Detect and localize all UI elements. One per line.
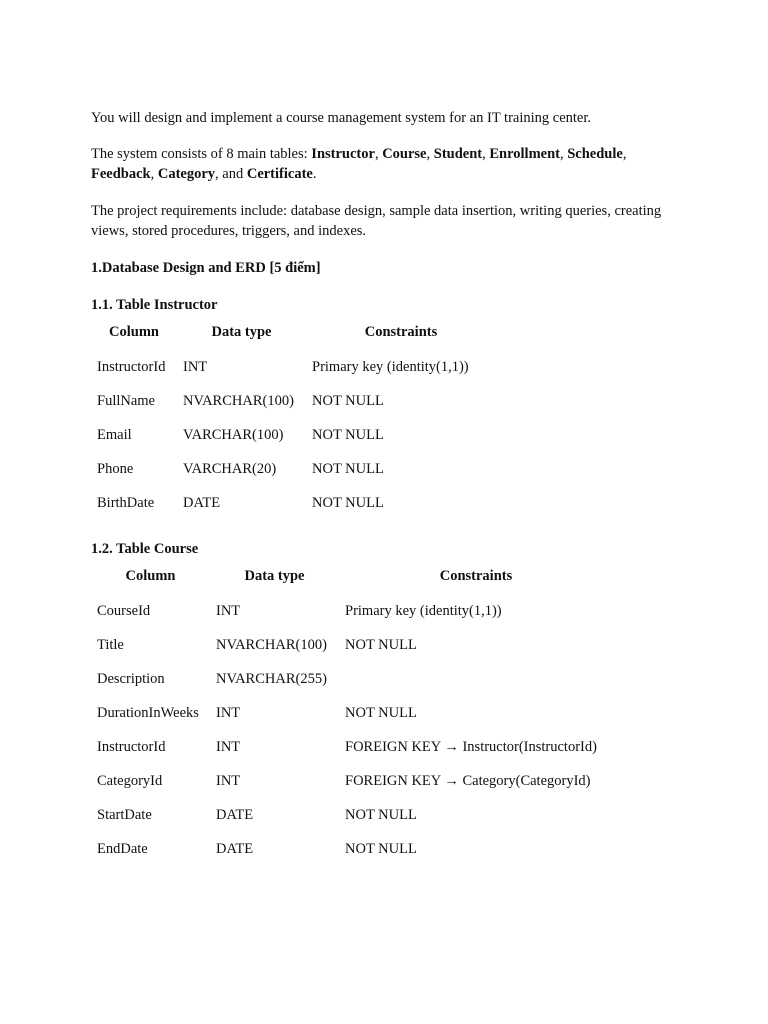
separator-and: , and: [215, 166, 247, 182]
intro-paragraph-3: The project requirements include: database design, sample data insertion, writing queries, creating views, stored procedures, triggers, and indexes.: [91, 203, 662, 239]
instructor-table: [91, 322, 496, 520]
cell-constraint: Primary key (identity(1,1)): [345, 603, 502, 619]
cell-column: Phone: [97, 461, 134, 477]
table-row: [91, 418, 496, 452]
cell-constraint: NOT NULL: [312, 461, 384, 477]
cell-constraint: NOT NULL: [345, 705, 417, 721]
table-row: [91, 730, 613, 764]
cell-column: EndDate: [97, 841, 148, 857]
cell-constraint: NOT NULL: [312, 393, 384, 409]
table-row: [91, 350, 496, 384]
cell-column: InstructorId: [97, 359, 166, 375]
period: .: [312, 166, 317, 182]
cell-datatype: INT: [216, 603, 241, 619]
column-header: Column: [125, 568, 176, 584]
intro-prefix: The system consists of 8 main tables:: [91, 146, 312, 162]
cell-column: Email: [97, 427, 132, 443]
cell-column: CourseId: [97, 603, 151, 619]
cell-datatype: VARCHAR(20): [183, 461, 277, 477]
table-name-schedule: Schedule: [567, 146, 623, 162]
cell-column: Description: [97, 671, 165, 687]
section-1-heading: 1.Database Design and ERD [5 điểm]: [91, 260, 321, 276]
cell-datatype: DATE: [216, 841, 254, 857]
intro-paragraph-1: You will design and implement a course management system for an IT training center.: [91, 110, 592, 126]
cell-column: BirthDate: [97, 495, 155, 511]
course-table-heading: 1.2. Table Course: [91, 541, 199, 557]
table-name-feedback: Feedback: [91, 166, 151, 182]
cell-column: FullName: [97, 393, 155, 409]
table-row: [91, 798, 613, 832]
separator: ,: [482, 146, 490, 162]
table-header-row: [91, 566, 613, 594]
cell-constraint: NOT NULL: [312, 495, 384, 511]
cell-column: Title: [97, 637, 124, 653]
table-name-course: Course: [382, 146, 427, 162]
cell-column: DurationInWeeks: [97, 705, 199, 721]
cell-column: CategoryId: [97, 773, 163, 789]
cell-datatype: INT: [216, 773, 241, 789]
table-row: [91, 452, 496, 486]
cell-constraint: FOREIGN KEY → Category(CategoryId): [345, 773, 591, 789]
instructor-table-heading: 1.1. Table Instructor: [91, 297, 218, 313]
cell-datatype: NVARCHAR(100): [183, 393, 294, 409]
table-name-category: Category: [157, 166, 216, 182]
separator: ,: [150, 166, 158, 182]
separator: ,: [622, 146, 627, 162]
table-row: [91, 594, 613, 628]
cell-column: StartDate: [97, 807, 152, 823]
cell-datatype: NVARCHAR(100): [216, 637, 327, 653]
cell-constraint: NOT NULL: [345, 841, 417, 857]
table-row: [91, 628, 613, 662]
cell-constraint: NOT NULL: [345, 637, 417, 653]
table-row: [91, 662, 613, 696]
table-row: [91, 832, 613, 866]
course-table: [91, 566, 613, 866]
cell-datatype: VARCHAR(100): [183, 427, 284, 443]
table-row: [91, 384, 496, 418]
separator: ,: [426, 146, 434, 162]
table-name-instructor: Instructor: [311, 146, 375, 162]
cell-datatype: DATE: [183, 495, 221, 511]
table-row: [91, 696, 613, 730]
cell-datatype: INT: [216, 705, 241, 721]
separator: ,: [374, 146, 383, 162]
cell-constraint: FOREIGN KEY → Instructor(InstructorId): [345, 739, 597, 755]
table-name-certificate: Certificate: [246, 166, 313, 182]
cell-constraint: [339, 662, 613, 696]
cell-column: InstructorId: [97, 739, 166, 755]
separator: ,: [559, 146, 568, 162]
cell-datatype: INT: [216, 739, 241, 755]
column-header: Constraints: [439, 568, 513, 584]
column-header: Column: [109, 324, 159, 340]
cell-constraint: NOT NULL: [345, 807, 417, 823]
intro-paragraph-2: [91, 144, 691, 184]
cell-datatype: NVARCHAR(255): [216, 671, 327, 687]
table-name-enrollment: Enrollment: [489, 146, 560, 162]
column-header: Data type: [211, 324, 272, 340]
cell-constraint: Primary key (identity(1,1)): [312, 359, 469, 375]
table-row: [91, 764, 613, 798]
cell-datatype: DATE: [216, 807, 254, 823]
cell-constraint: NOT NULL: [312, 427, 384, 443]
column-header: Data type: [244, 568, 305, 584]
table-row: [91, 486, 496, 520]
table-name-student: Student: [433, 146, 483, 162]
table-header-row: [91, 322, 496, 350]
cell-datatype: INT: [183, 359, 208, 375]
column-header: Constraints: [364, 324, 438, 340]
